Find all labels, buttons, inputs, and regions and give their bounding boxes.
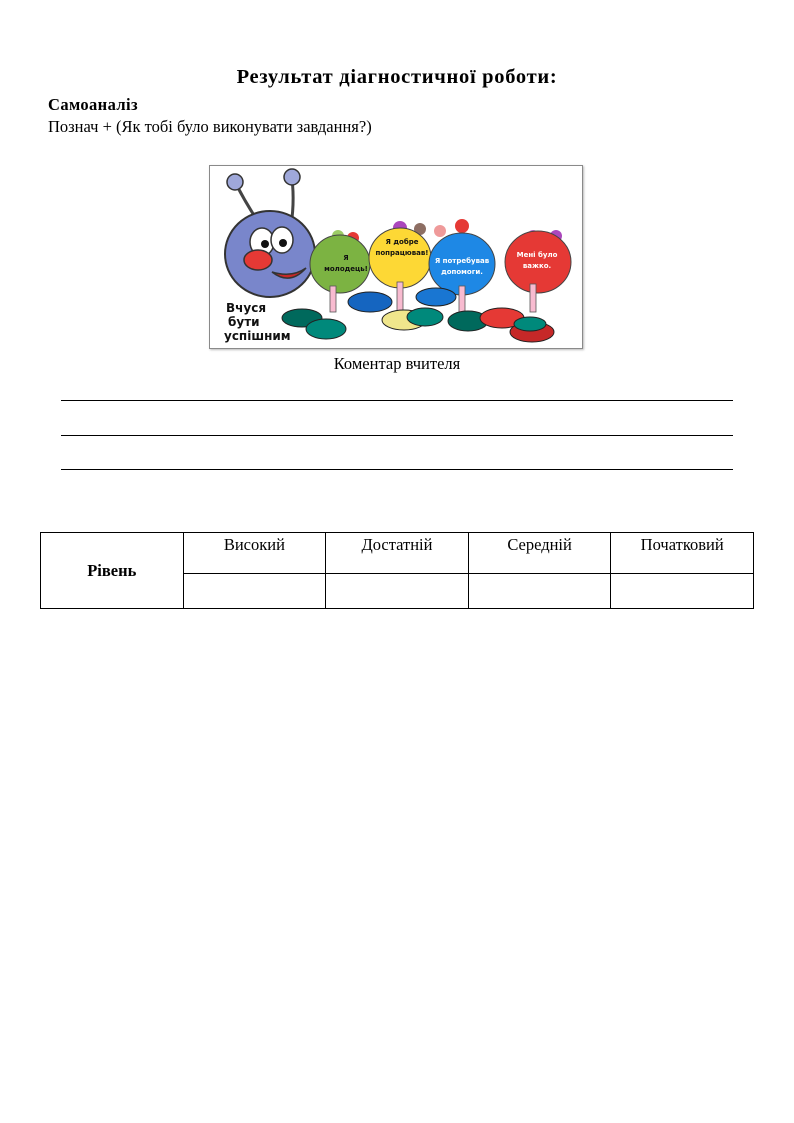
- instruction-text: Познач + (Як тобі було виконувати завдання?): [48, 117, 372, 136]
- teacher-comment-label: Коментар вчителя: [333, 354, 461, 373]
- segment-3-line-2: допомоги.: [441, 268, 483, 276]
- level-column-high: Високий: [183, 533, 326, 574]
- segment-2-line-2: попрацював!: [375, 249, 429, 257]
- level-mark-cell-initial[interactable]: [611, 574, 754, 609]
- level-table: [40, 532, 754, 609]
- illustration-text-line-2: бути: [228, 315, 260, 329]
- level-column-initial: Початковий: [611, 533, 754, 574]
- segment-2-line-1: Я добре: [385, 238, 419, 246]
- illustration-text-line-3: успішним: [224, 329, 291, 343]
- level-mark-cell-average[interactable]: [468, 574, 611, 609]
- level-mark-cell-high[interactable]: [183, 574, 326, 609]
- segment-4-line-2: важко.: [522, 262, 552, 270]
- comment-line-1[interactable]: [61, 400, 733, 401]
- comment-line-3[interactable]: [61, 469, 733, 470]
- segment-1-line-1: Я: [343, 254, 349, 262]
- segment-1-line-2: молодець!: [324, 265, 368, 273]
- segment-4-line-1: Мені було: [516, 251, 558, 259]
- level-mark-cell-sufficient[interactable]: [326, 574, 469, 609]
- level-column-sufficient: Достатній: [326, 533, 469, 574]
- illustration-text-line-1: Вчуся: [226, 301, 267, 315]
- level-column-average: Середній: [468, 533, 611, 574]
- page-title: Результат діагностичної роботи:: [236, 66, 558, 88]
- comment-line-2[interactable]: [61, 435, 733, 436]
- segment-3-line-1: Я потребував: [434, 257, 490, 265]
- section-subtitle: Самоаналіз: [48, 95, 139, 114]
- caterpillar-illustration: [209, 165, 583, 349]
- level-header-label: Рівень: [41, 533, 184, 609]
- caterpillar-svg: [210, 166, 582, 348]
